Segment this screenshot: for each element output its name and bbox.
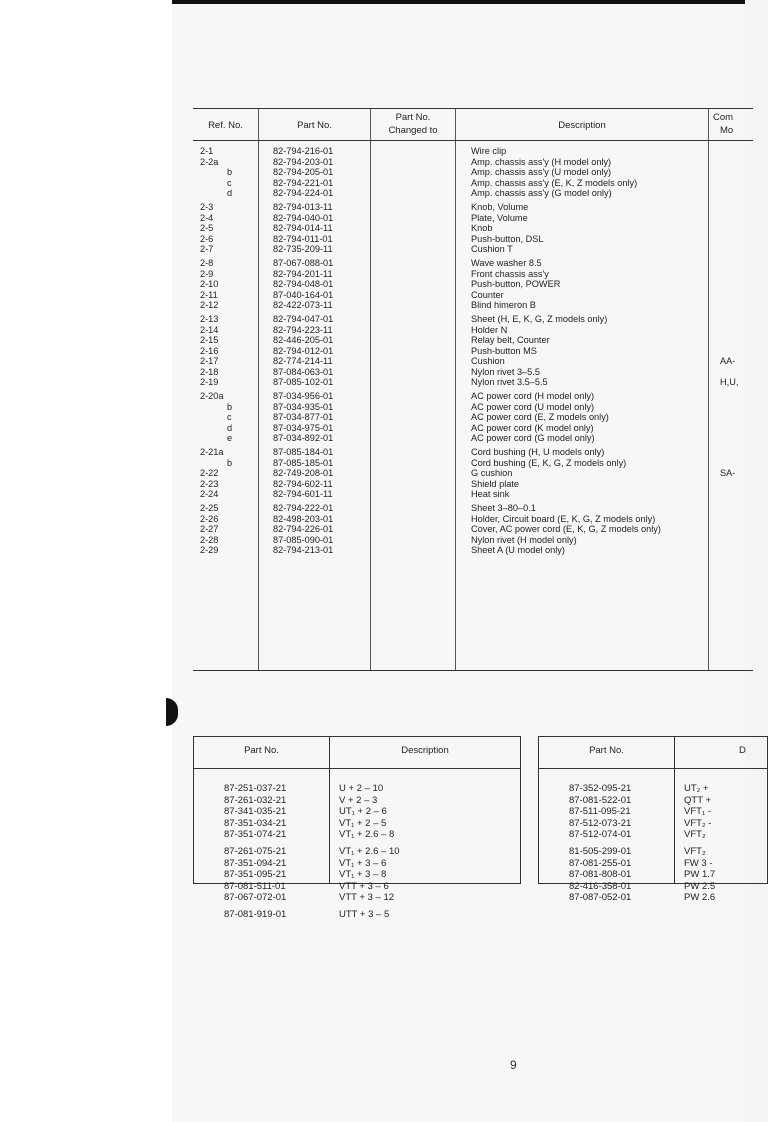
- screw-part-no: 87-081-808-01: [569, 869, 632, 880]
- parts-row: [193, 402, 753, 413]
- description-cell: AC power cord (E, Z models only): [471, 412, 609, 422]
- description-cell: Sheet A (U model only): [471, 545, 565, 555]
- header-divider: [194, 768, 520, 769]
- parts-row: [193, 314, 753, 325]
- part-no-cell: 82-794-205-01: [273, 167, 334, 177]
- ref-no-cell: 2-15: [200, 335, 219, 345]
- parts-row: [193, 157, 753, 168]
- header-ref-no: Ref. No.: [208, 120, 243, 131]
- ref-no-cell: d: [227, 188, 233, 198]
- parts-group: [193, 503, 753, 556]
- part-no-cell: 82-749-208-01: [273, 468, 334, 478]
- parts-row: [193, 468, 753, 479]
- ref-no-cell: 2-6: [200, 233, 214, 244]
- part-no-cell: 82-794-012-01: [273, 345, 334, 356]
- description-cell: G cushion: [471, 468, 513, 478]
- part-no-cell: 82-794-213-01: [273, 545, 334, 555]
- screw-part-no: 87-081-511-01: [224, 880, 286, 892]
- parts-group: [193, 258, 753, 311]
- parts-group: [193, 146, 753, 199]
- screw-description: PW 2.5: [684, 880, 716, 892]
- screw-part-no: 87-352-095-21: [569, 783, 632, 794]
- ref-no-cell: 2-23: [200, 478, 219, 489]
- comp-model-cell: SA-: [720, 468, 736, 478]
- part-no-cell: 87-085-185-01: [273, 457, 334, 468]
- ref-no-cell: c: [227, 177, 232, 188]
- ref-no-cell: 2-24: [200, 489, 219, 499]
- screw-part-no: 87-081-919-01: [224, 909, 287, 920]
- parts-row: [193, 367, 753, 378]
- ref-no-cell: 2-19: [200, 377, 219, 387]
- ref-no-cell: b: [227, 457, 233, 468]
- screw-description: VFT₁ -: [684, 806, 711, 817]
- description-cell: Nylon rivet (H model only): [471, 534, 577, 545]
- description-cell: Push-button, POWER: [471, 279, 561, 289]
- part-no-cell: 82-794-221-01: [273, 177, 334, 188]
- screw-part-no: 87-511-095-21: [569, 806, 631, 817]
- description-cell: Cushion T: [471, 244, 513, 254]
- parts-row: [193, 213, 753, 224]
- screw-part-no: 87-351-095-21: [224, 869, 287, 880]
- header-comp-line1: Com: [713, 112, 734, 123]
- screw-left-header-desc: Description: [401, 745, 449, 756]
- part-no-cell: 82-794-223-11: [273, 324, 333, 335]
- description-cell: Amp. chassis ass'y (H model only): [471, 156, 612, 167]
- part-no-cell: 87-034-892-01: [273, 433, 334, 443]
- part-no-cell: 87-040-164-01: [273, 289, 334, 300]
- header-part-no: Part No.: [297, 120, 332, 131]
- page-left-margin: [0, 0, 172, 1122]
- parts-group: [193, 391, 753, 444]
- parts-row: [193, 244, 753, 255]
- ref-no-cell: 2-10: [200, 279, 219, 289]
- description-cell: Holder, Circuit board (E, K, G, Z models only): [471, 513, 656, 524]
- part-no-cell: 82-774-214-11: [273, 356, 333, 366]
- description-cell: Wave washer 8.5: [471, 258, 542, 268]
- screw-right-header-desc: D: [739, 745, 746, 756]
- part-no-cell: 82-794-602-11: [273, 478, 333, 489]
- comp-model-cell: AA-: [720, 356, 736, 366]
- header-part-no-changed-line2: Changed to: [388, 125, 438, 136]
- screw-description: VT₁ + 3 – 6: [339, 857, 387, 869]
- part-no-cell: 87-034-877-01: [273, 412, 334, 422]
- description-cell: Nylon rivet 3–5.5: [471, 366, 540, 377]
- ref-no-cell: b: [227, 167, 233, 177]
- part-no-cell: 82-794-601-11: [273, 489, 333, 499]
- screw-part-no: 87-251-037-21: [224, 783, 287, 794]
- page-number: 9: [510, 1058, 517, 1072]
- description-cell: Amp. chassis ass'y (G model only): [471, 188, 612, 198]
- parts-row: [193, 503, 753, 514]
- screw-description: VTT + 3 – 6: [339, 880, 389, 892]
- description-cell: Nylon rivet 3.5–5.5: [471, 377, 548, 387]
- description-cell: Counter: [471, 289, 504, 300]
- part-no-cell: 82-794-047-01: [273, 314, 334, 324]
- screw-part-no: 87-081-255-01: [569, 857, 632, 869]
- part-no-cell: 82-794-011-01: [273, 233, 333, 244]
- description-cell: AC power cord (U model only): [471, 401, 595, 412]
- ref-no-cell: 2-5: [200, 223, 214, 233]
- parts-row: [193, 146, 753, 157]
- part-no-cell: 82-446-205-01: [273, 335, 334, 345]
- parts-group: [193, 447, 753, 500]
- parts-row: [193, 377, 753, 388]
- parts-row: [193, 300, 753, 311]
- column-divider: [674, 737, 675, 883]
- screw-description: UT₂ +: [684, 783, 709, 794]
- screw-right-header-part: Part No.: [589, 745, 624, 756]
- header-part-no-changed-line1: Part No.: [395, 112, 431, 123]
- column-divider: [329, 737, 330, 883]
- parts-row: [193, 356, 753, 367]
- description-cell: Cord bushing (E, K, G, Z models only): [471, 457, 627, 468]
- screw-part-no: 87-512-074-01: [569, 829, 632, 840]
- screw-description: VT₁ + 3 – 8: [339, 869, 387, 880]
- screw-part-no: 87-351-034-21: [224, 817, 287, 829]
- ref-no-cell: 2-18: [200, 366, 219, 377]
- header-description: Description: [558, 120, 606, 131]
- part-no-cell: 87-034-956-01: [273, 391, 334, 401]
- part-no-cell: 87-084-063-01: [273, 366, 334, 377]
- parts-row: [193, 279, 753, 290]
- parts-group: [193, 202, 753, 255]
- parts-row: [193, 391, 753, 402]
- description-cell: Heat sink: [471, 489, 510, 499]
- ref-no-cell: 2-16: [200, 345, 219, 356]
- parts-row: [193, 535, 753, 546]
- parts-list-table: [193, 108, 753, 671]
- parts-row: [193, 545, 753, 556]
- part-no-cell: 82-735-209-11: [273, 244, 333, 254]
- part-no-cell: 87-067-088-01: [273, 258, 334, 268]
- ref-no-cell: 2-27: [200, 524, 219, 534]
- ref-no-cell: 2-14: [200, 324, 219, 335]
- part-no-cell: 87-085-184-01: [273, 447, 334, 457]
- description-cell: Knob: [471, 223, 493, 233]
- screw-description: V + 2 – 3: [339, 794, 378, 806]
- header-divider: [539, 768, 767, 769]
- parts-row: [193, 423, 753, 434]
- description-cell: Amp. chassis ass'y (E, K, Z models only): [471, 177, 638, 188]
- part-no-cell: 87-034-935-01: [273, 401, 334, 412]
- screw-part-no: 87-351-094-21: [224, 857, 287, 869]
- part-no-cell: 82-794-040-01: [273, 212, 334, 223]
- screw-description: PW 1.7: [684, 869, 716, 880]
- screw-part-no: 87-341-035-21: [224, 806, 287, 817]
- description-cell: Cord bushing (H, U models only): [471, 447, 605, 457]
- screw-description: UT₁ + 2 – 6: [339, 806, 387, 817]
- parts-row: [193, 433, 753, 444]
- screw-description: VTT + 3 – 12: [339, 892, 395, 903]
- parts-row: [193, 167, 753, 178]
- description-cell: Cover, AC power cord (E, K, G, Z models only): [471, 524, 661, 534]
- parts-row: [193, 514, 753, 525]
- ref-no-cell: c: [227, 412, 232, 422]
- ref-no-cell: 2-4: [200, 212, 214, 223]
- screw-part-no: 81-505-299-01: [569, 846, 632, 857]
- screw-description: UTT + 3 – 5: [339, 909, 390, 920]
- parts-row: [193, 223, 753, 234]
- parts-row: [193, 458, 753, 469]
- description-cell: Push-button, DSL: [471, 233, 544, 244]
- description-cell: Plate, Volume: [471, 212, 528, 223]
- parts-row: [193, 188, 753, 199]
- parts-row: [193, 269, 753, 280]
- part-no-cell: 87-085-090-01: [273, 534, 334, 545]
- part-no-cell: 82-794-203-01: [273, 156, 334, 167]
- part-no-cell: 87-085-102-01: [273, 377, 334, 387]
- part-no-cell: 82-794-224-01: [273, 188, 334, 198]
- parts-row: [193, 335, 753, 346]
- ref-no-cell: e: [227, 433, 233, 443]
- screw-description: QTT +: [684, 794, 712, 806]
- parts-row: [193, 234, 753, 245]
- parts-group: [193, 314, 753, 388]
- parts-row: [193, 346, 753, 357]
- parts-row: [193, 524, 753, 535]
- header-divider: [193, 140, 753, 141]
- ref-no-cell: b: [227, 401, 233, 412]
- part-no-cell: 82-794-013-11: [273, 202, 333, 212]
- screw-description: VFT₂ -: [684, 817, 712, 829]
- ref-no-cell: 2-17: [200, 356, 219, 366]
- screw-part-no: 87-081-522-01: [569, 794, 632, 806]
- ref-no-cell: 2-28: [200, 534, 219, 545]
- ref-no-cell: 2-8: [200, 258, 214, 268]
- description-cell: Push-button MS: [471, 345, 537, 356]
- description-cell: Relay belt, Counter: [471, 335, 550, 345]
- screw-description: VFT₂: [684, 829, 706, 840]
- screw-description: VT₁ + 2.6 – 10: [339, 846, 400, 857]
- comp-model-cell: H,U,: [720, 377, 739, 387]
- part-no-cell: 82-794-222-01: [273, 503, 334, 513]
- description-cell: AC power cord (K model only): [471, 422, 594, 433]
- ref-no-cell: 2-1: [200, 146, 214, 156]
- screw-left-header-part: Part No.: [244, 745, 279, 756]
- ref-no-cell: 2-9: [200, 268, 214, 279]
- ref-no-cell: 2-22: [200, 468, 219, 478]
- screw-description: VT₁ + 2 – 5: [339, 817, 387, 829]
- parts-row: [193, 178, 753, 189]
- ref-no-cell: 2-25: [200, 503, 219, 513]
- part-no-cell: 82-422-073-11: [273, 300, 333, 310]
- parts-row: [193, 202, 753, 213]
- screw-part-no: 82-416-358-01: [569, 880, 632, 892]
- ref-no-cell: 2-26: [200, 513, 219, 524]
- description-cell: Blind himeron B: [471, 300, 536, 310]
- screw-description: VT₁ + 2.6 – 8: [339, 829, 395, 840]
- parts-list-rows: [193, 146, 753, 559]
- description-cell: AC power cord (G model only): [471, 433, 595, 443]
- description-cell: Cushion: [471, 356, 505, 366]
- screw-part-no: 87-261-075-21: [224, 846, 287, 857]
- part-no-cell: 82-498-203-01: [273, 513, 334, 524]
- parts-row: [193, 258, 753, 269]
- part-no-cell: 82-794-216-01: [273, 146, 334, 156]
- ref-no-cell: 2-11: [200, 289, 218, 300]
- description-cell: Wire clip: [471, 146, 507, 156]
- screw-part-no: 87-087-052-01: [569, 892, 632, 903]
- screw-table-right: [538, 736, 768, 903]
- screw-part-no: 87-512-073-21: [569, 817, 632, 829]
- screw-description: VFT₂: [684, 846, 706, 857]
- ref-no-cell: d: [227, 422, 233, 433]
- ref-no-cell: 2-13: [200, 314, 219, 324]
- description-cell: Amp. chassis ass'y (U model only): [471, 167, 612, 177]
- header-comp-line2: Mo: [720, 125, 734, 136]
- description-cell: Shield plate: [471, 478, 520, 489]
- screw-description: PW 2.6: [684, 892, 716, 903]
- ref-no-cell: 2-12: [200, 300, 219, 310]
- ref-no-cell: 2-21a: [200, 447, 224, 457]
- ref-no-cell: 2-2a: [200, 156, 219, 167]
- parts-row: [193, 489, 753, 500]
- part-no-cell: 82-794-201-11: [273, 268, 333, 279]
- screw-table-left: [193, 736, 521, 920]
- ref-no-cell: 2-20a: [200, 391, 224, 401]
- part-no-cell: 82-794-048-01: [273, 279, 334, 289]
- parts-row: [193, 447, 753, 458]
- ref-no-cell: 2-7: [200, 244, 214, 254]
- part-no-cell: 87-034-975-01: [273, 422, 334, 433]
- description-cell: Sheet 3–80–0.1: [471, 503, 536, 513]
- description-cell: AC power cord (H model only): [471, 391, 595, 401]
- parts-row: [193, 479, 753, 490]
- ref-no-cell: 2-29: [200, 545, 219, 555]
- parts-row: [193, 325, 753, 336]
- top-edge-bar: [172, 0, 745, 4]
- ref-no-cell: 2-3: [200, 202, 214, 212]
- screw-part-no: 87-067-072-01: [224, 892, 287, 903]
- parts-row: [193, 290, 753, 301]
- parts-row: [193, 412, 753, 423]
- screw-part-no: 87-261-032-21: [224, 794, 287, 806]
- screw-description: FW 3 -: [684, 857, 713, 869]
- description-cell: Front chassis ass'y: [471, 268, 549, 279]
- description-cell: Holder N: [471, 324, 508, 335]
- screw-description: U + 2 – 10: [339, 783, 384, 794]
- screw-part-no: 87-351-074-21: [224, 829, 287, 840]
- description-cell: Knob, Volume: [471, 202, 529, 212]
- description-cell: Sheet (H, E, K, G, Z models only): [471, 314, 608, 324]
- part-no-cell: 82-794-014-11: [273, 223, 333, 233]
- part-no-cell: 82-794-226-01: [273, 524, 334, 534]
